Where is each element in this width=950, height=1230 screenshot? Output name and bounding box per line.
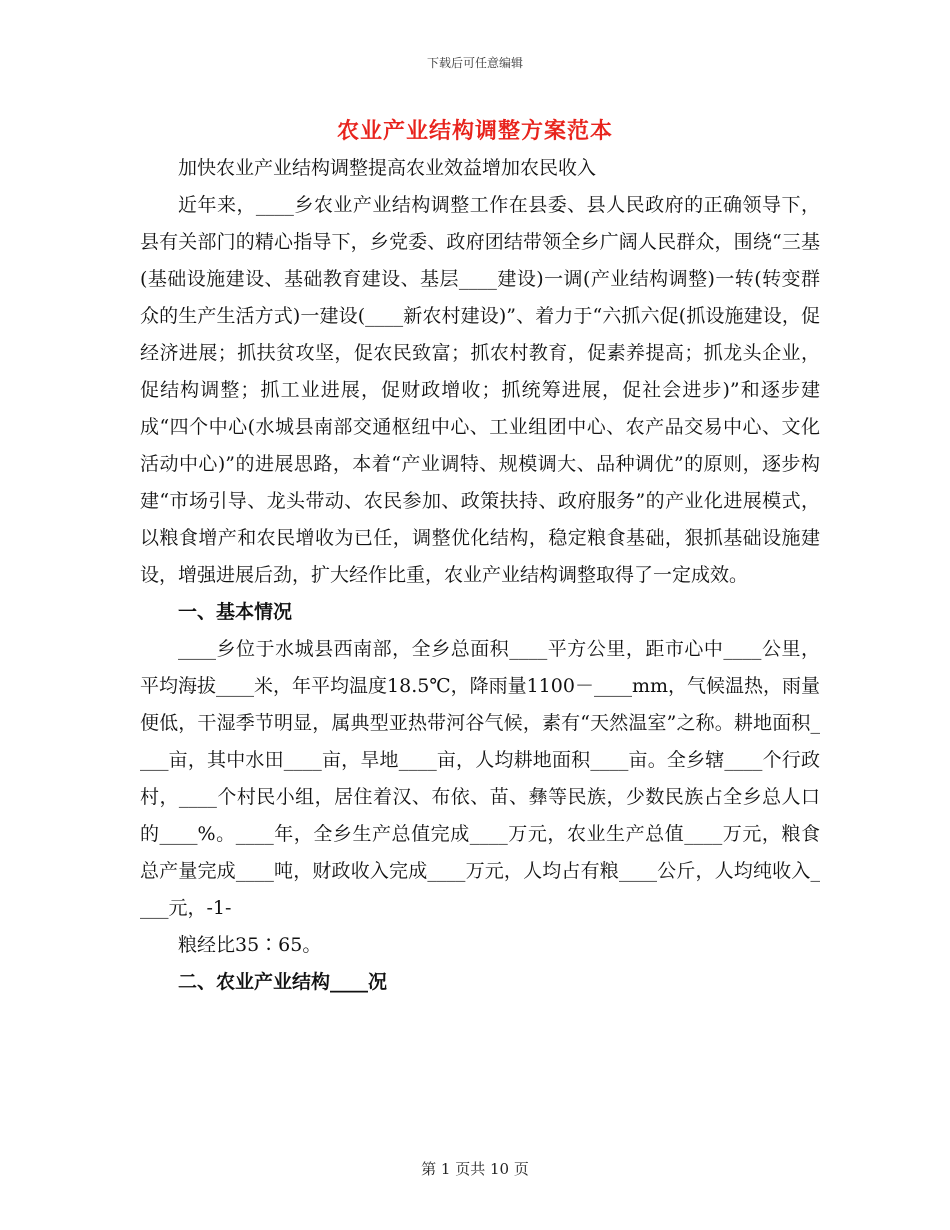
header-note: 下载后可任意编辑 [426,56,523,70]
basic-info-paragraph: ____乡位于水城县西南部，全乡总面积____平方公里，距市心中____公里，平均海拔____米，年平均温度18.5℃，降雨量1100－____mm，气候温热，雨量便低，干湿季节明显，属典型亚热带河谷气候，素有“天然温室”之称。耕地面积____亩，其中水田____亩，旱地____亩，人均耕地面积____亩。全乡辖____个行政村，____个村民小组，居住着汉、布依、苗、彝等民族，少数民族占全乡总人口的____%。____年，全乡生产总值完成____万元，农业生产总值____万元，粮食总产量完成____吨，财政收入完成____万元，人均占有粮____公斤，人均纯收入____元，-1- [140,638,820,919]
subtitle-paragraph: 加快农业产业结构调整提高农业效益增加农民收入 [178,157,597,179]
section-heading-structure: 二、农业产业结构____况 [178,971,388,993]
intro-paragraph: 近年来，____乡农业产业结构调整工作在县委、县人民政府的正确领导下，县有关部门的精心指导下，乡党委、政府团结带领全乡广阔人民群众，围绕“三基(基础设施建设、基础教育建设、基层____建设)一调(产业结构调整)一转(转变群众的生产生活方式)一建设(____新农村建设)”、着力于“六抓六促(抓设施建设，促经济进展；抓扶贫攻坚，促农民致富；抓农村教育，促素养提高；抓龙头企业，促结构调整；抓工业进展，促财政增收；抓统筹进展，促社会进步)”和逐步建成“四个中心(水城县南部交通枢纽中心、工业组团中心、农产品交易中心、文化活动中心)”的进展思路，本着“产业调特、规模调大、品种调优”的原则，逐步构建“市场引导、龙头带动、农民参加、政策扶持、政府服务”的产业化进展模式，以粮食增产和农民增收为已任，调整优化结构，稳定粮食基础，狠抓基础设施建设，增强进展后劲，扩大经作比重，农业产业结构调整取得了一定成效。 [140,194,820,586]
page-number: 第 1 页共 10 页 [421,1160,529,1178]
ratio-paragraph: 粮经比35∶65。 [178,934,322,956]
section-heading-basic-info: 一、基本情况 [178,601,293,623]
document-body [140,150,820,1001]
document-title: 农业产业结构调整方案范本 [336,118,613,144]
